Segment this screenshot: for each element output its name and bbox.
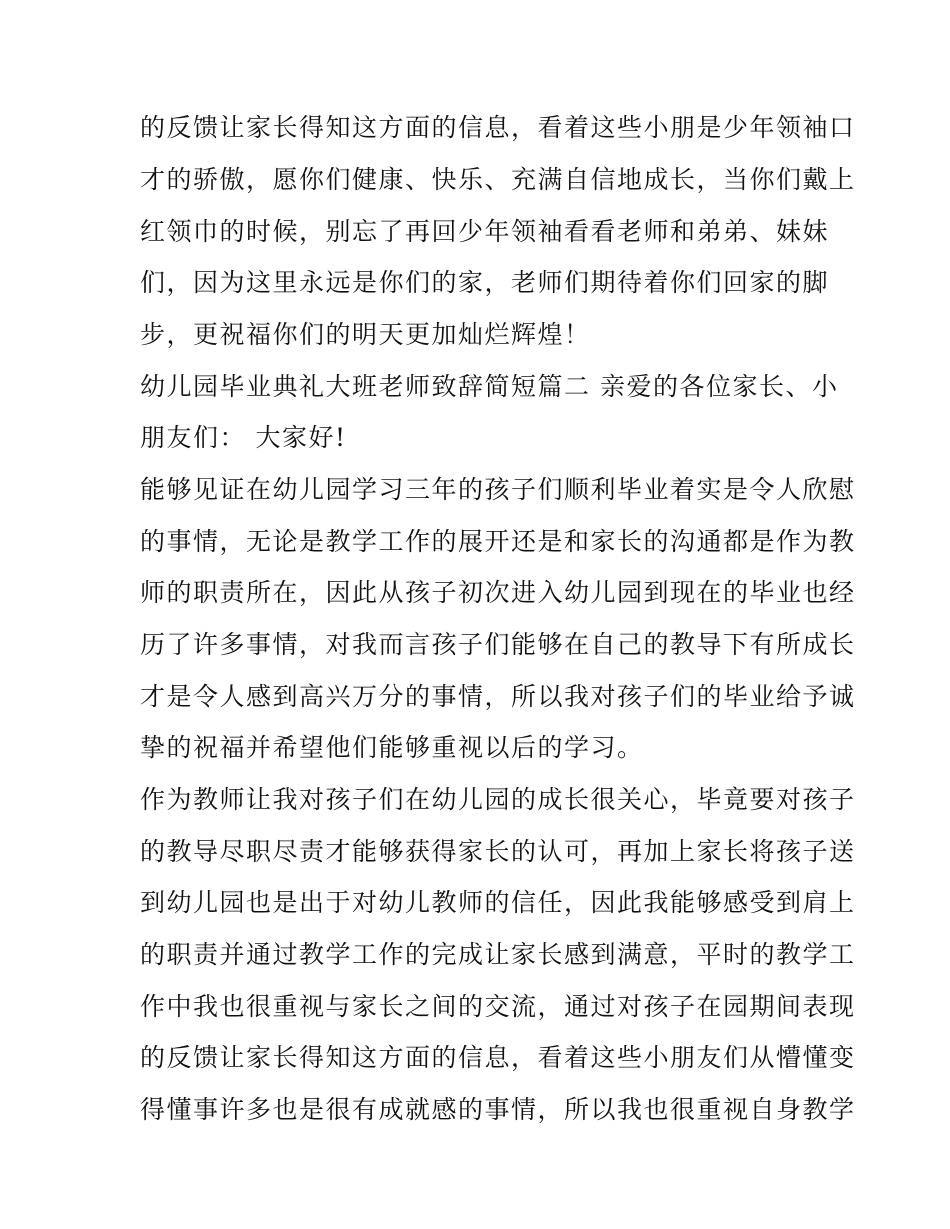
text-line: 挚的祝福并希望他们能够重视以后的学习。: [140, 733, 644, 762]
text-line: 得懂事许多也是很有成就感的事情，所以我也很重视自身教学: [140, 1095, 856, 1124]
text-line: 们，因为这里永远是你们的家，老师们期待着你们回家的脚: [140, 268, 830, 297]
text-line: 到幼儿园也是出于对幼儿教师的信任，因此我能够感受到肩上: [140, 888, 856, 917]
text-line: 的职责并通过教学工作的完成让家长感到满意，平时的教学工: [140, 940, 856, 969]
text-line: 才的骄傲，愿你们健康、快乐、充满自信地成长，当你们戴上: [140, 165, 856, 194]
text-line: 作中我也很重视与家长之间的交流，通过对孩子在园期间表现: [140, 992, 856, 1021]
text-line: 红领巾的时候，别忘了再回少年领袖看看老师和弟弟、妹妹: [140, 217, 830, 246]
text-line: 历了许多事情，对我而言孩子们能够在自己的教导下有所成长: [140, 630, 856, 659]
text-line: 步，更祝福你们的明天更加灿烂辉煌！: [140, 320, 591, 349]
text-line: 的事情，无论是教学工作的展开还是和家长的沟通都是作为教: [140, 527, 856, 556]
section-heading-line: 幼儿园毕业典礼大班老师致辞简短篇二 亲爱的各位家长、小: [140, 372, 839, 401]
greeting-line: 朋友们： 大家好!: [140, 423, 347, 452]
text-line: 的反馈让家长得知这方面的信息，看着这些小朋是少年领袖口: [140, 113, 856, 142]
text-line: 的反馈让家长得知这方面的信息，看着这些小朋友们从懵懂变: [140, 1043, 856, 1072]
text-line: 的教导尽职尽责才能够获得家长的认可，再加上家长将孩子送: [140, 837, 856, 866]
text-line: 能够见证在幼儿园学习三年的孩子们顺利毕业着实是令人欣慰: [140, 475, 856, 504]
text-line: 才是令人感到高兴万分的事情，所以我对孩子们的毕业给予诚: [140, 682, 856, 711]
text-line: 师的职责所在，因此从孩子初次进入幼儿园到现在的毕业也经: [140, 578, 856, 607]
text-line: 作为教师让我对孩子们在幼儿园的成长很关心，毕竟要对孩子: [140, 785, 856, 814]
